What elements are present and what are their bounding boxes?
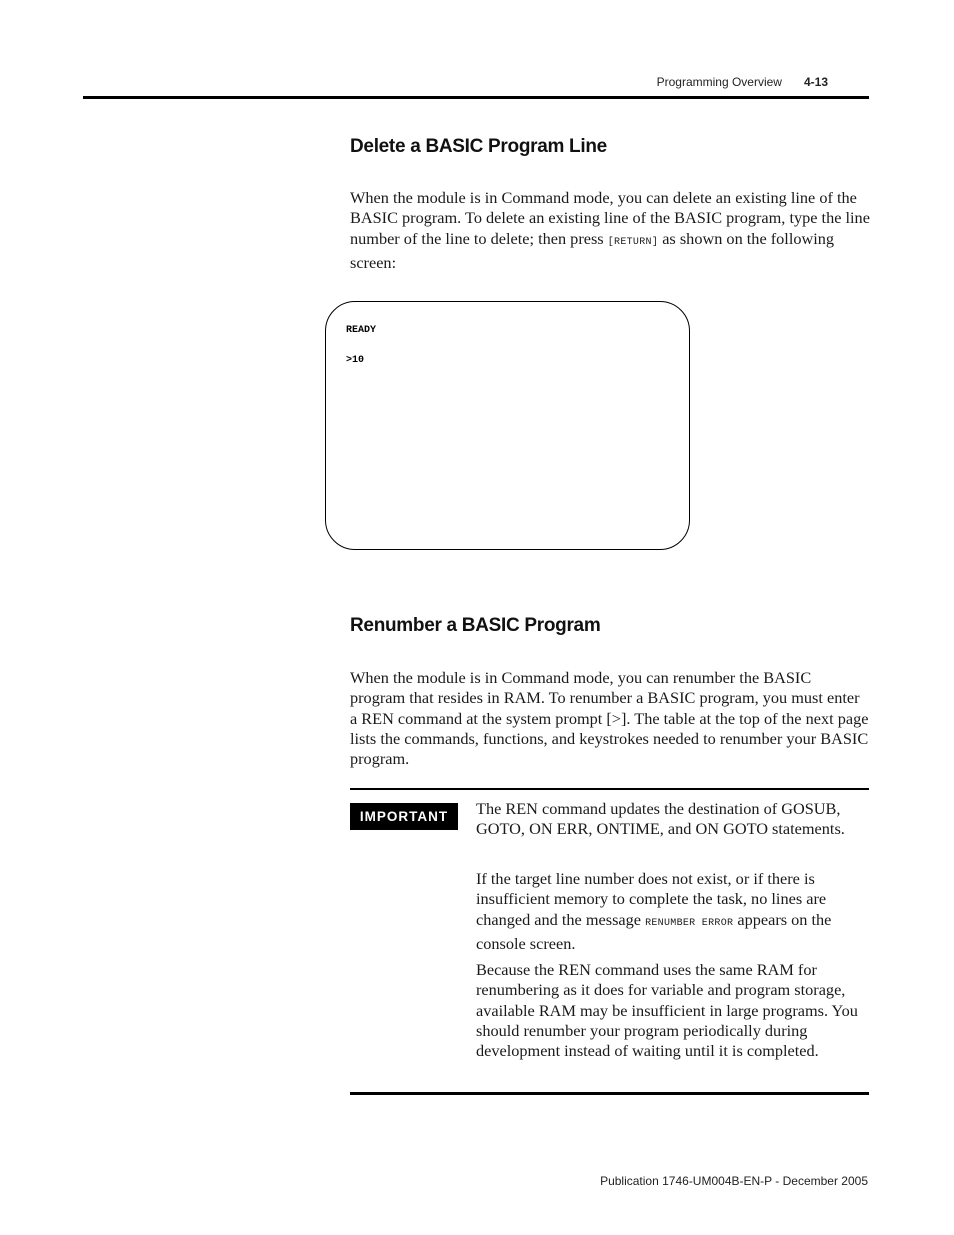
delete-para-text-2: as shown on the following screen: [350,228,835,272]
running-header [657,75,828,89]
delete-line-paragraph [350,188,870,273]
delete-para-text-1: When the module is in Command mode, you can delete an existing line of the BASIC program. To delete an existing line of the BASIC program, type the line number of the line to delete; then press [350,188,870,248]
heading-renumber: Renumber a BASIC Program [350,615,601,636]
heading-delete-line: Delete a BASIC Program Line [350,136,607,157]
important-top-rule [350,788,869,790]
important-badge: IMPORTANT [350,803,458,830]
return-key-label: [RETURN] [607,236,659,248]
important-para-3: Because the REN command uses the same RAM for renumbering as it does for variable and program storage, available RAM may be insufficient in large programs. You should renumber your program periodically during development instead of waiting until it is completed. [476,960,858,1061]
important-para-2-text-1: If the target line number does not exist, or if there is insufficient memory to complete the task, no lines are changed and the message [476,869,827,929]
important-para-1: The REN command updates the destination of GOSUB, GOTO, ON ERR, ONTIME, and ON GOTO statements. [476,799,845,839]
renumber-error-message: RENUMBER ERROR [645,917,734,929]
screen-line-prompt: >10 [346,355,365,366]
page-number: 4-13 [803,75,828,89]
console-screen [325,301,690,550]
important-para-2-text-2: appears on the console screen. [476,909,832,953]
screen-line-ready: READY [346,325,377,336]
important-bottom-rule [350,1092,869,1095]
publication-footer: Publication 1746-UM004B-EN-P - December 2005 [600,1174,868,1188]
renumber-paragraph: When the module is in Command mode, you can renumber the BASIC program that resides in RAM. To renumber a BASIC program, you must enter a REN command at the system prompt [>]. The table at the top of the next page lists the commands, functions, and keystrokes needed to renumber your BASIC program. [350,668,869,769]
header-section-title: Programming Overview [656,75,782,89]
important-para-2 [476,869,868,954]
header-rule [83,96,869,99]
